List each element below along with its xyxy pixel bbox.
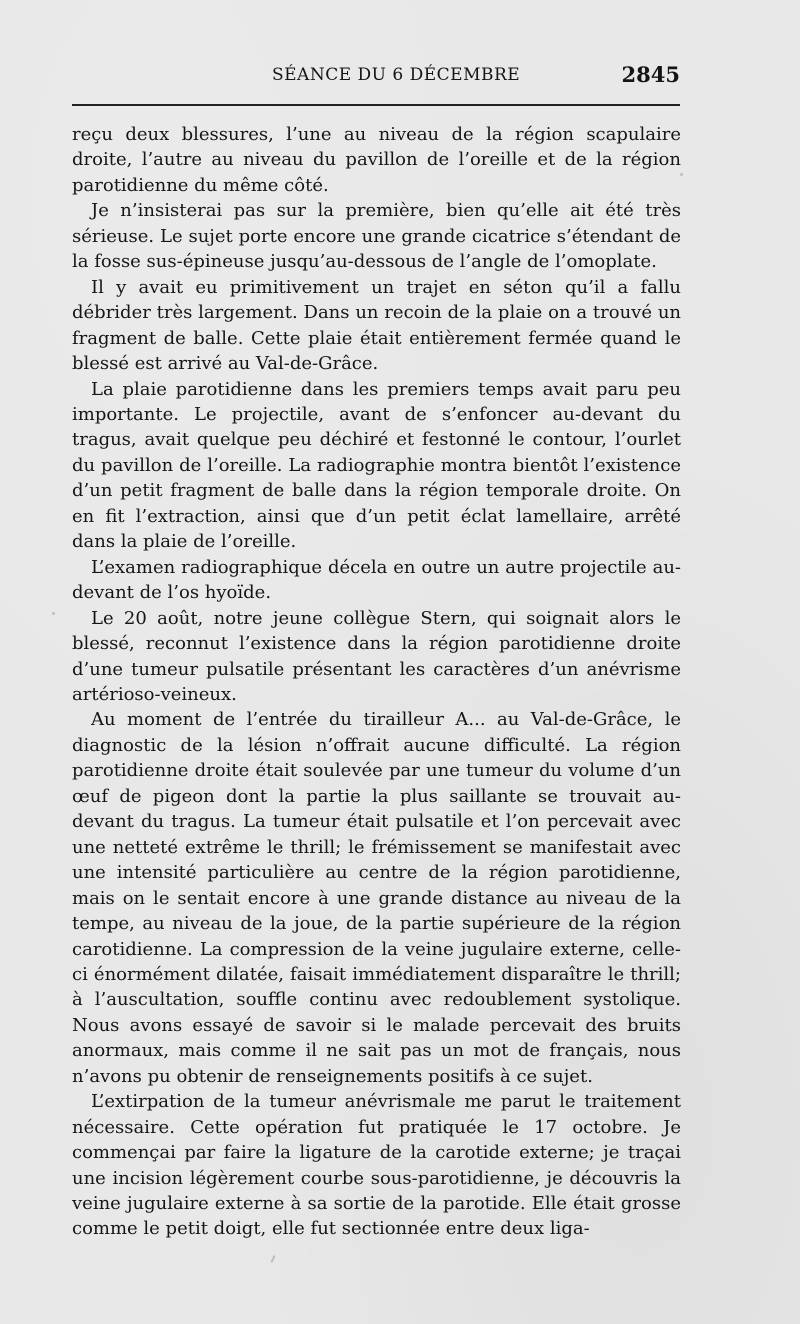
paper-speck [52,612,55,615]
paper-speck [680,173,683,176]
page-header [72,61,680,91]
paragraph-8: L’extirpation de la tumeur anévrismale me parut le traitement nécessaire. Cette opération fut pratiquée le 17 octobre. Je commençai par faire la ligature de la carotide externe; je traçai une incision légèrement courbe sous-parotidienne, je découvris la veine jugulaire externe à sa sortie de la parotide. Elle était grosse comme le petit doigt, elle fut sectionnée entre deux liga- [72,1091,681,1240]
paragraph-6: Le 20 août, notre jeune collègue Stern, qui soignait alors le blessé, reconnut l’existence dans la région parotidienne droite d’une tumeur pulsatile présentant les caractères d’un anévrisme artérioso-veineux. [72,607,681,705]
paragraph-2: Je n’insisterai pas sur la première, bien qu’elle ait été très sérieuse. Le sujet porte encore une grande cicatrice s’étendant de la fosse sus-épineuse jusqu’au-dessous de l’angle de l’omoplate. [72,200,681,273]
paragraph-7: Au moment de l’entrée du tirailleur A... au Val-de-Grâce, le diagnostic de la lésion n’offrait aucune difficulté. La région parotidienne droite était soulevée par une tumeur du volume d’un œuf de pigeon dont la partie la plus saillante se trouvait au-devant du tragus. La tumeur était pulsatile et l’on percevait avec une netteté extrême le thrill; le frémissement se manifestait avec une intensité particulière au centre de la région parotidienne, mais on le sentait encore à une grande distance au niveau de la tempe, au niveau de la joue, de la partie supérieure de la région carotidienne. La compression de la veine jugulaire externe, celle-ci énormément dilatée, faisait immédiatement disparaître le thrill; à l’auscultation, souffle continu avec redoublement systolique. Nous avons essayé de savoir si le malade percevait des bruits anormaux, mais comme il ne sait pas un mot de français, nous n’avons pu obtenir de renseignements positifs à ce sujet. [72,709,681,1087]
paragraph-5: L’examen radiographique décela en outre un autre projectile au-devant de l’os hyoïde. [72,556,681,604]
page-number: 2845 [621,62,680,87]
paragraph-4: La plaie parotidienne dans les premiers temps avait paru peu importante. Le projectile, avant de s’enfoncer au-devant du tragus, avait quelque peu déchiré et festonné le contour, l’ourlet du pavillon de l’oreille. La radiographie montra bientôt l’existence d’un petit fragment de balle dans la région temporale droite. On en fit l’extraction, ainsi que d’un petit éclat lamellaire, arrêté dans la plaie de l’oreille. [72,378,681,553]
running-header-title: SÉANCE DU 6 DÉCEMBRE [272,65,521,85]
header-rule [72,104,680,106]
paragraph-1: reçu deux blessures, l’une au niveau de la région scapulaire droite, l’autre au niveau du pavillon de l’oreille et de la région parotidienne du même côté. [72,124,681,196]
body-text [72,122,681,1242]
paper-speck [270,1255,275,1263]
paragraph-3: Il y avait eu primitivement un trajet en séton qu’il a fallu débrider très largement. Dans un recoin de la plaie on a trouvé un fragment de balle. Cette plaie était entièrement fermée quand le blessé est arrivé au Val-de-Grâce. [72,276,681,375]
